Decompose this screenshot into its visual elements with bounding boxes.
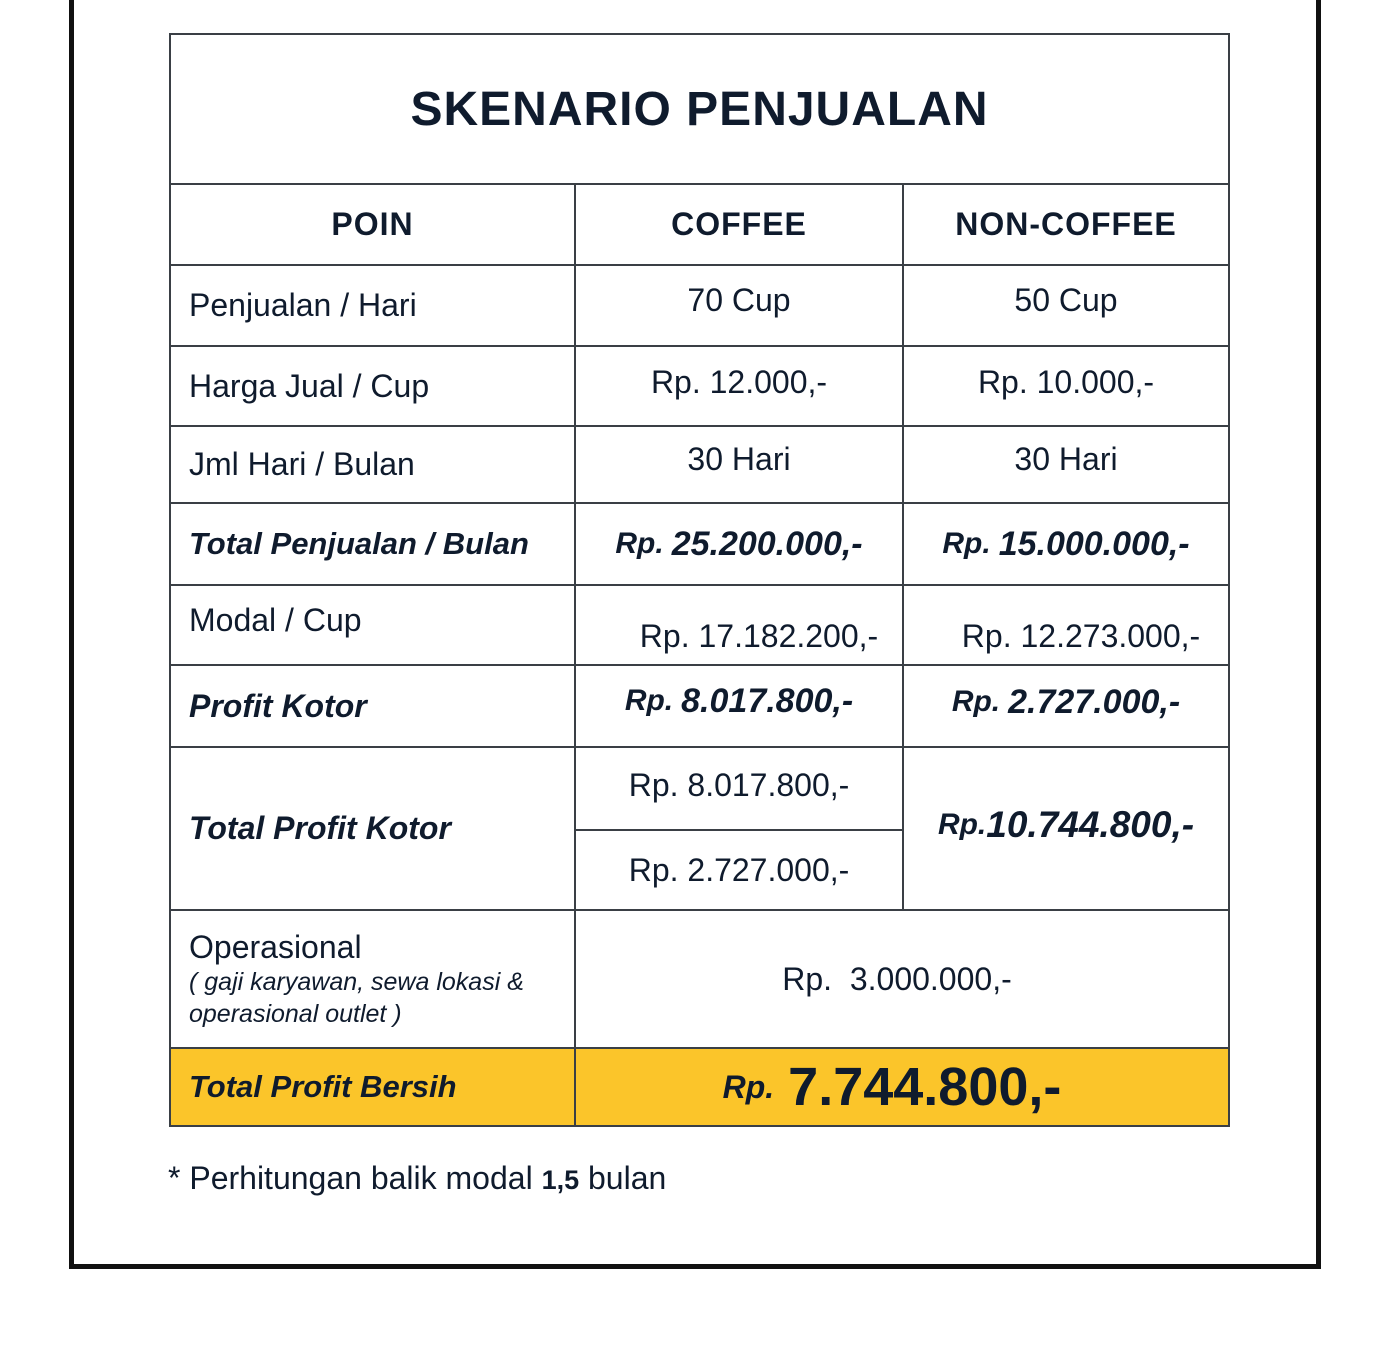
total-profit-kotor-sum-value: 10.744.800,-	[986, 803, 1195, 845]
non-coffee-harga-jual: Rp. 10.000,-	[902, 345, 1230, 427]
operasional-detail-2: operasional outlet )	[189, 999, 402, 1028]
footnote	[168, 1160, 666, 1197]
label-total-penjualan: Total Penjualan / Bulan	[169, 502, 576, 586]
coffee-modal-cup: Rp. 17.182.200,-	[574, 584, 904, 666]
non-coffee-penjualan-hari: 50 Cup	[902, 264, 1230, 347]
footnote-number: 1,5	[541, 1165, 580, 1195]
total-profit-bersih-prefix: Rp.	[722, 1068, 775, 1105]
coffee-penjualan-hari: 70 Cup	[574, 264, 904, 347]
non-coffee-jml-hari: 30 Hari	[902, 425, 1230, 504]
non-coffee-total-penjualan-prefix: Rp.	[942, 527, 991, 560]
non-coffee-total-penjualan	[902, 502, 1230, 586]
non-coffee-profit-kotor	[902, 664, 1230, 748]
label-jml-hari: Jml Hari / Bulan	[169, 425, 576, 504]
non-coffee-total-penjualan-value: 15.000.000,-	[998, 524, 1190, 563]
total-profit-kotor-sum	[902, 746, 1230, 911]
total-profit-kotor-sum-prefix: Rp.	[937, 807, 987, 841]
coffee-total-penjualan-value: 25.200.000,-	[671, 524, 863, 563]
coffee-harga-jual: Rp. 12.000,-	[574, 345, 904, 427]
total-profit-bersih-value-cell	[574, 1047, 1230, 1127]
coffee-total-profit-kotor-2: Rp. 2.727.000,-	[574, 829, 904, 911]
operasional-detail-1: ( gaji karyawan, sewa lokasi &	[189, 967, 524, 996]
non-coffee-profit-kotor-value: 2.727.000,-	[1008, 682, 1181, 721]
label-total-profit-bersih: Total Profit Bersih	[169, 1047, 576, 1127]
header-poin: POIN	[169, 183, 576, 266]
total-profit-bersih-value: 7.744.800,-	[788, 1057, 1062, 1117]
operasional-title: Operasional	[189, 928, 362, 965]
non-coffee-profit-kotor-prefix: Rp.	[951, 685, 1001, 718]
coffee-total-penjualan	[574, 502, 904, 586]
footnote-text-1: * Perhitungan balik modal	[168, 1160, 533, 1196]
label-operasional	[169, 909, 576, 1049]
footnote-text-2: bulan	[588, 1160, 667, 1196]
label-profit-kotor: Profit Kotor	[169, 664, 576, 748]
label-penjualan-hari: Penjualan / Hari	[169, 264, 576, 347]
label-harga-jual: Harga Jual / Cup	[169, 345, 576, 427]
coffee-total-penjualan-prefix: Rp.	[615, 527, 664, 560]
coffee-profit-kotor-prefix: Rp.	[624, 684, 674, 717]
label-modal-cup: Modal / Cup	[169, 584, 576, 666]
label-total-profit-kotor: Total Profit Kotor	[169, 746, 576, 911]
coffee-profit-kotor-value: 8.017.800,-	[681, 681, 854, 720]
table-title: SKENARIO PENJUALAN	[169, 33, 1230, 185]
coffee-total-profit-kotor-1: Rp. 8.017.800,-	[574, 746, 904, 831]
header-non-coffee: NON-COFFEE	[902, 183, 1230, 266]
coffee-profit-kotor	[574, 664, 904, 748]
operasional-value: Rp. 3.000.000,-	[574, 909, 1230, 1049]
non-coffee-modal-cup: Rp. 12.273.000,-	[902, 584, 1230, 666]
header-coffee: COFFEE	[574, 183, 904, 266]
coffee-jml-hari: 30 Hari	[574, 425, 904, 504]
